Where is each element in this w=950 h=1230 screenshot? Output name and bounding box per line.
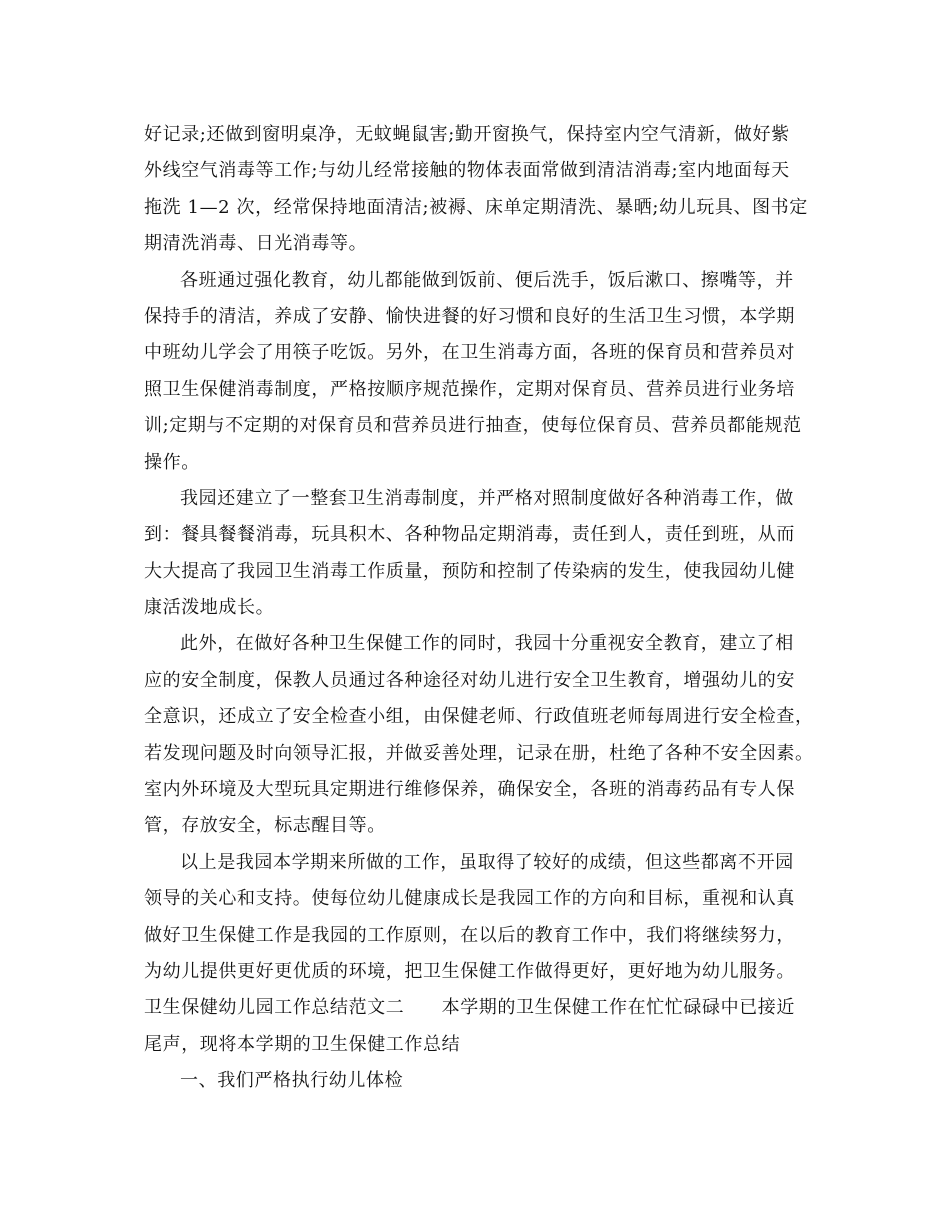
text-line: 外线空气消毒等工作;与幼儿经常接触的物体表面常做到清洁消毒;室内地面每天 [144, 160, 790, 182]
text-line: 全意识，还成立了安全检查小组，由保健老师、行政值班老师每周进行安全检查， [144, 706, 814, 728]
text-line: 卫生保健幼儿园工作总结范文二 本学期的卫生保健工作在忙忙碌碌中已接近 [144, 997, 795, 1019]
text-line: 管，存放安全，标志醒目等。 [144, 815, 386, 837]
text-line: 为幼儿提供更好更优质的环境，把卫生保健工作做得更好，更好地为幼儿服务。 [144, 960, 795, 982]
text-line: 一、我们严格执行幼儿体检 [180, 1070, 404, 1092]
text-line: 若发现问题及时向领导汇报，并做妥善处理，记录在册，杜绝了各种不安全因素。 [144, 742, 814, 764]
text-line: 应的安全制度，保教人员通过各种途径对幼儿进行安全卫生教育，增强幼儿的安 [144, 669, 795, 691]
text-line: 各班通过强化教育，幼儿都能做到饭前、便后洗手，饭后漱口、擦嘴等，并 [180, 269, 794, 291]
text-line: 康活泼地成长。 [144, 597, 275, 619]
text-line: 到：餐具餐餐消毒，玩具积木、各种物品定期消毒，责任到人，责任到班，从而 [144, 524, 795, 546]
text-line: 保持手的清洁，养成了安静、愉快进餐的好习惯和良好的生活卫生习惯，本学期 [144, 305, 795, 327]
text-line: 以上是我园本学期来所做的工作，虽取得了较好的成绩，但这些都离不开园 [180, 851, 794, 873]
text-line: 照卫生保健消毒制度，严格按顺序规范操作，定期对保育员、营养员进行业务培 [144, 378, 795, 400]
text-line: 拖洗 1—2 次，经常保持地面清洁;被褥、床单定期清洗、暴晒;幼儿玩具、图书定 [144, 196, 808, 218]
text-line: 期清洗消毒、日光消毒等。 [144, 233, 368, 255]
text-line: 中班幼儿学会了用筷子吃饭。另外，在卫生消毒方面，各班的保育员和营养员对 [144, 342, 795, 364]
text-line: 我园还建立了一整套卫生消毒制度，并严格对照制度做好各种消毒工作，做 [180, 487, 794, 509]
text-line: 做好卫生保健工作是我园的工作原则，在以后的教育工作中，我们将继续努力， [144, 924, 795, 946]
text-line: 领导的关心和支持。使每位幼儿健康成长是我园工作的方向和目标，重视和认真 [144, 888, 795, 910]
text-line: 室内外环境及大型玩具定期进行维修保养，确保安全，各班的消毒药品有专人保 [144, 779, 795, 801]
text-line: 尾声，现将本学期的卫生保健工作总结 [144, 1033, 461, 1055]
text-line: 操作。 [144, 451, 200, 473]
document-body [144, 117, 814, 1100]
text-line: 此外，在做好各种卫生保健工作的同时，我园十分重视安全教育，建立了相 [180, 633, 794, 655]
text-line: 好记录;还做到窗明桌净，无蚊蝇鼠害;勤开窗换气，保持室内空气清新，做好紫 [144, 124, 790, 145]
text-line: 训;定期与不定期的对保育员和营养员进行抽查，使每位保育员、营养员都能规范 [144, 415, 802, 437]
text-line: 大大提高了我园卫生消毒工作质量，预防和控制了传染病的发生，使我园幼儿健 [144, 560, 795, 582]
